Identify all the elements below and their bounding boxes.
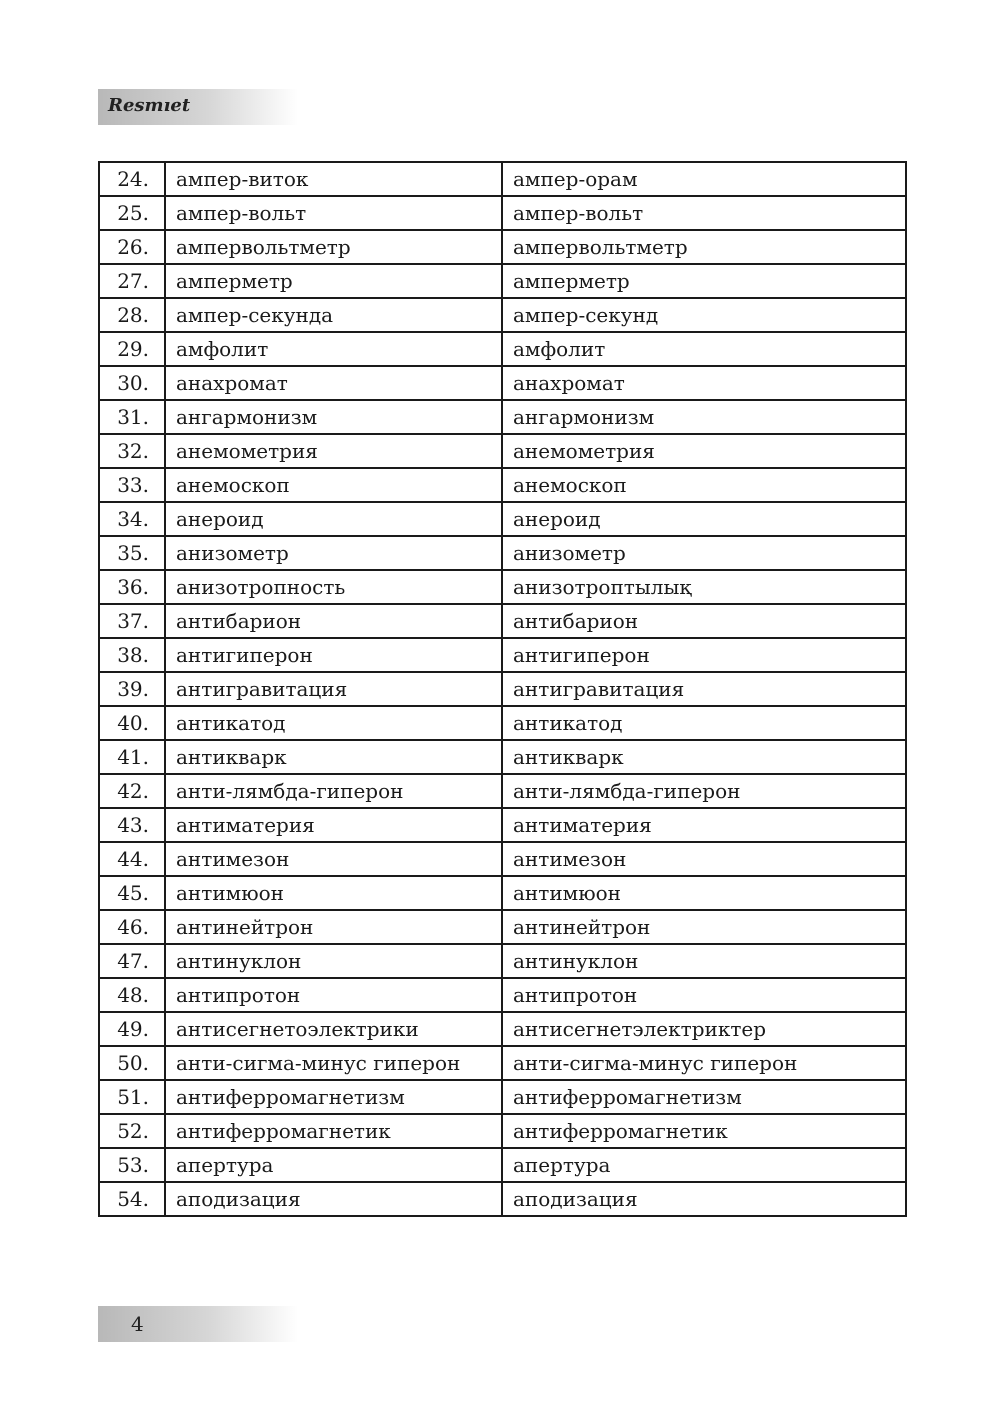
row-number: 27. — [99, 264, 165, 298]
term-russian: апертура — [165, 1148, 502, 1182]
term-russian: антибарион — [165, 604, 502, 638]
row-number: 38. — [99, 638, 165, 672]
row-number: 31. — [99, 400, 165, 434]
term-kazakh: анемометрия — [502, 434, 906, 468]
table-row — [99, 706, 906, 740]
row-number: 45. — [99, 876, 165, 910]
term-kazakh: амфолит — [502, 332, 906, 366]
term-kazakh: ангармонизм — [502, 400, 906, 434]
term-kazakh: антисегнетэлектриктер — [502, 1012, 906, 1046]
table-row — [99, 366, 906, 400]
term-kazakh: антибарион — [502, 604, 906, 638]
table-row — [99, 876, 906, 910]
row-number: 24. — [99, 162, 165, 196]
table-row — [99, 264, 906, 298]
term-kazakh: антиферромагнетик — [502, 1114, 906, 1148]
term-kazakh: ампер-секунд — [502, 298, 906, 332]
table-row — [99, 910, 906, 944]
term-kazakh: ампер-орам — [502, 162, 906, 196]
term-russian: антинуклон — [165, 944, 502, 978]
term-russian: антимезон — [165, 842, 502, 876]
term-russian: ампер-секунда — [165, 298, 502, 332]
term-kazakh: амперметр — [502, 264, 906, 298]
term-rows — [99, 162, 906, 1216]
term-russian: антиферромагнетик — [165, 1114, 502, 1148]
table-row — [99, 434, 906, 468]
table-row — [99, 230, 906, 264]
table-row — [99, 638, 906, 672]
table-row — [99, 1114, 906, 1148]
table-row — [99, 298, 906, 332]
table-row — [99, 196, 906, 230]
table-row — [99, 978, 906, 1012]
table-row — [99, 1046, 906, 1080]
term-kazakh: анти-сигма-минус гиперон — [502, 1046, 906, 1080]
table-row — [99, 808, 906, 842]
term-russian: ампер-виток — [165, 162, 502, 196]
row-number: 54. — [99, 1182, 165, 1216]
row-number: 53. — [99, 1148, 165, 1182]
table-row — [99, 1182, 906, 1216]
table-row — [99, 944, 906, 978]
term-kazakh: анемоскоп — [502, 468, 906, 502]
row-number: 33. — [99, 468, 165, 502]
term-russian: антигравитация — [165, 672, 502, 706]
table-row — [99, 1148, 906, 1182]
row-number: 41. — [99, 740, 165, 774]
row-number: 40. — [99, 706, 165, 740]
term-kazakh: анти-лямбда-гиперон — [502, 774, 906, 808]
table-row — [99, 536, 906, 570]
term-russian: анизометр — [165, 536, 502, 570]
term-russian: анти-сигма-минус гиперон — [165, 1046, 502, 1080]
row-number: 47. — [99, 944, 165, 978]
term-kazakh: антигиперон — [502, 638, 906, 672]
row-number: 50. — [99, 1046, 165, 1080]
term-kazakh: антинуклон — [502, 944, 906, 978]
table-row — [99, 774, 906, 808]
term-russian: ангармонизм — [165, 400, 502, 434]
row-number: 51. — [99, 1080, 165, 1114]
table-row — [99, 400, 906, 434]
table-row — [99, 570, 906, 604]
term-russian: анемометрия — [165, 434, 502, 468]
row-number: 35. — [99, 536, 165, 570]
row-number: 30. — [99, 366, 165, 400]
header-band — [98, 89, 298, 125]
term-kazakh: антинейтрон — [502, 910, 906, 944]
term-russian: антинейтрон — [165, 910, 502, 944]
table-row — [99, 1012, 906, 1046]
term-kazakh: анахромат — [502, 366, 906, 400]
term-kazakh: антикатод — [502, 706, 906, 740]
term-russian: анемоскоп — [165, 468, 502, 502]
row-number: 29. — [99, 332, 165, 366]
term-kazakh: антиматерия — [502, 808, 906, 842]
row-number: 46. — [99, 910, 165, 944]
table-row — [99, 604, 906, 638]
term-russian: антикварк — [165, 740, 502, 774]
term-russian: амфолит — [165, 332, 502, 366]
term-kazakh: антимюон — [502, 876, 906, 910]
term-russian: анизотропность — [165, 570, 502, 604]
row-number: 48. — [99, 978, 165, 1012]
term-russian: антимюон — [165, 876, 502, 910]
term-kazakh: антиферромагнетизм — [502, 1080, 906, 1114]
term-russian: анахромат — [165, 366, 502, 400]
table-row — [99, 162, 906, 196]
term-russian: анероид — [165, 502, 502, 536]
table-row — [99, 332, 906, 366]
term-kazakh: анизометр — [502, 536, 906, 570]
table-row — [99, 468, 906, 502]
term-kazakh: апертура — [502, 1148, 906, 1182]
term-russian: антиферромагнетизм — [165, 1080, 502, 1114]
row-number: 26. — [99, 230, 165, 264]
term-russian: анти-лямбда-гиперон — [165, 774, 502, 808]
term-kazakh: ампер-вольт — [502, 196, 906, 230]
table-row — [99, 502, 906, 536]
term-kazakh: антигравитация — [502, 672, 906, 706]
term-russian: антипротон — [165, 978, 502, 1012]
row-number: 44. — [99, 842, 165, 876]
row-number: 28. — [99, 298, 165, 332]
term-russian: ампервольтметр — [165, 230, 502, 264]
term-kazakh: антикварк — [502, 740, 906, 774]
term-table — [98, 161, 907, 1217]
table-row — [99, 842, 906, 876]
term-kazakh: ампервольтметр — [502, 230, 906, 264]
term-kazakh: антипротон — [502, 978, 906, 1012]
row-number: 42. — [99, 774, 165, 808]
term-russian: антигиперон — [165, 638, 502, 672]
term-kazakh: аподизация — [502, 1182, 906, 1216]
row-number: 43. — [99, 808, 165, 842]
table-row — [99, 740, 906, 774]
row-number: 37. — [99, 604, 165, 638]
table-row — [99, 672, 906, 706]
term-russian: антикатод — [165, 706, 502, 740]
term-russian: ампер-вольт — [165, 196, 502, 230]
term-russian: антиматерия — [165, 808, 502, 842]
term-kazakh: анероид — [502, 502, 906, 536]
term-russian: амперметр — [165, 264, 502, 298]
term-russian: аподизация — [165, 1182, 502, 1216]
row-number: 52. — [99, 1114, 165, 1148]
footer-band — [98, 1306, 298, 1342]
row-number: 39. — [99, 672, 165, 706]
row-number: 36. — [99, 570, 165, 604]
term-kazakh: анизотроптылық — [502, 570, 906, 604]
term-russian: антисегнетоэлектрики — [165, 1012, 502, 1046]
header-title: Resmıet — [108, 95, 191, 116]
row-number: 25. — [99, 196, 165, 230]
row-number: 34. — [99, 502, 165, 536]
row-number: 49. — [99, 1012, 165, 1046]
term-kazakh: антимезон — [502, 842, 906, 876]
table-row — [99, 1080, 906, 1114]
row-number: 32. — [99, 434, 165, 468]
page-number: 4 — [131, 1312, 144, 1336]
